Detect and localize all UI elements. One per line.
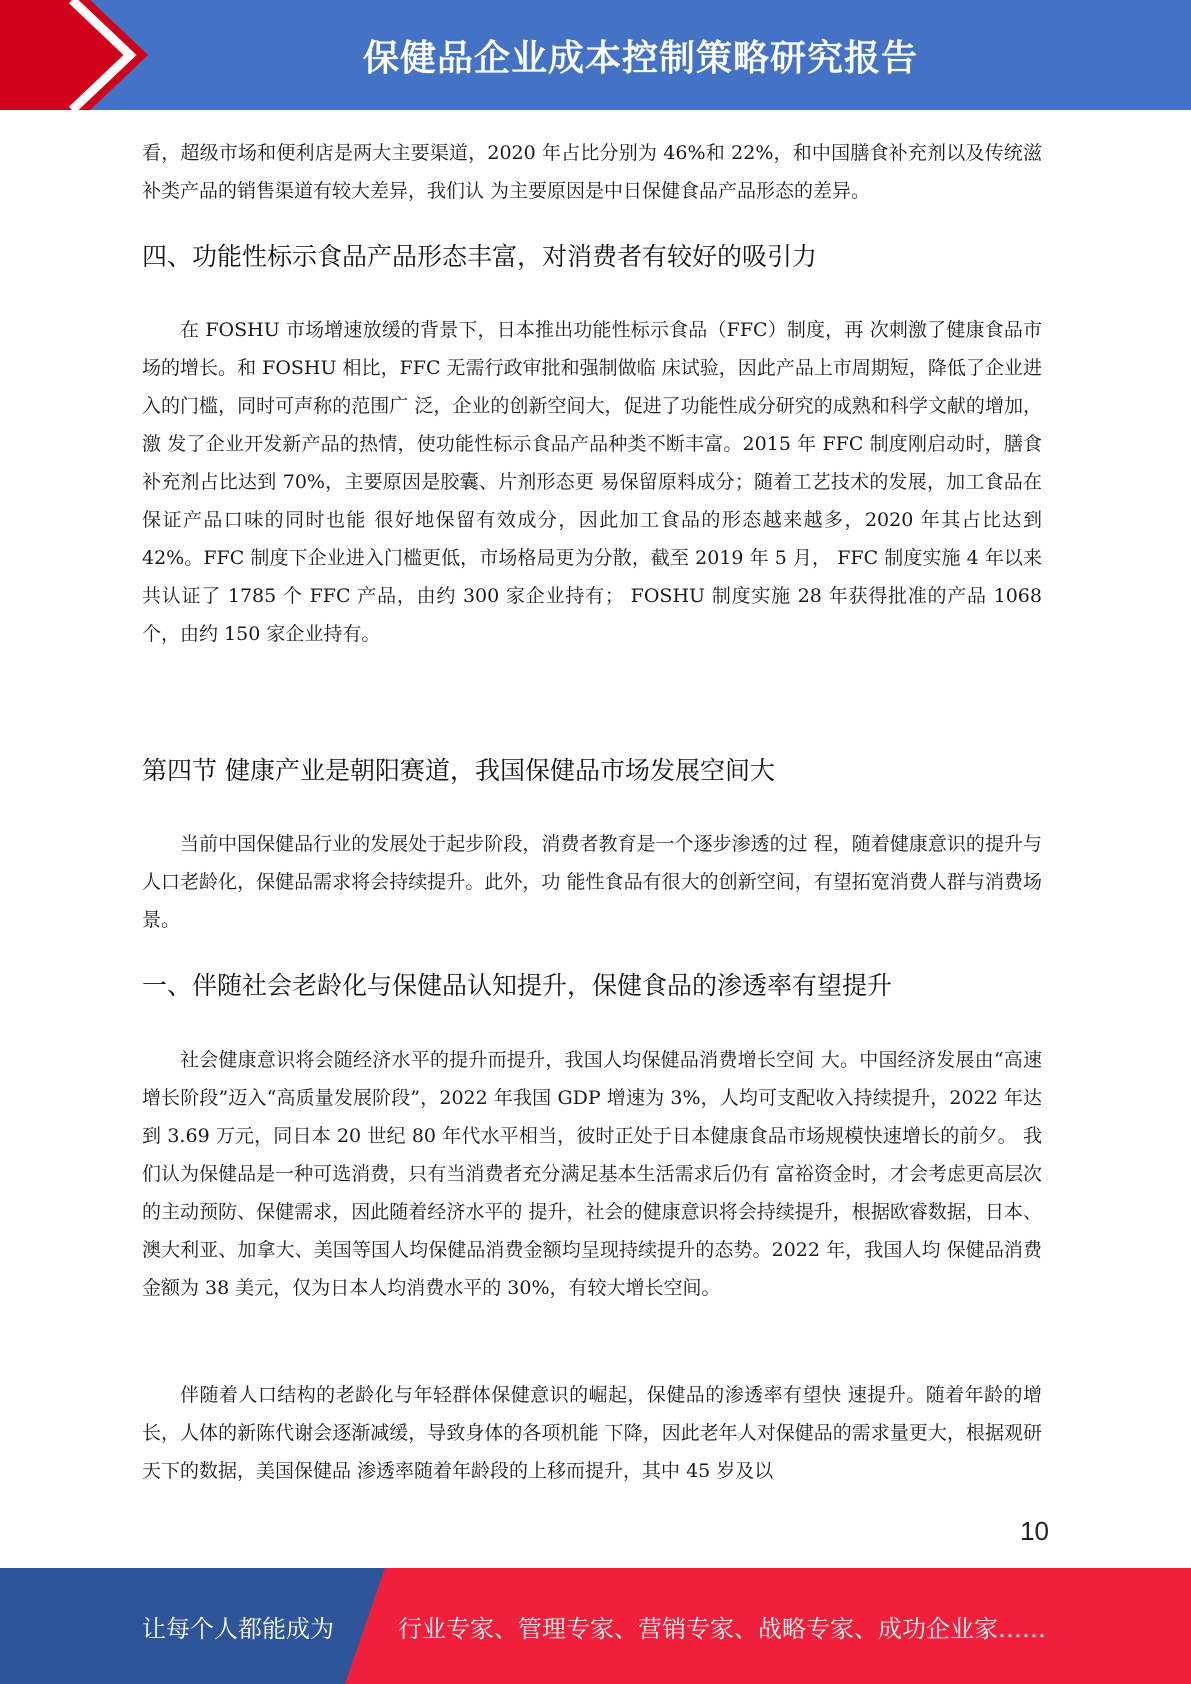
paragraph-section-intro: 当前中国保健品行业的发展处于起步阶段，消费者教育是一个逐步渗透的过 程，随着健康意识的提升与人口老龄化，保健品需求将会持续提升。此外，功 能性食品有很大的创新空间，有望拓宽消费人群与消费场景。 — [142, 833, 1042, 931]
footer-slogan-left: 让每个人都能成为 — [142, 1614, 334, 1643]
chapter-section-title: 第四节 健康产业是朝阳赛道，我国保健品市场发展空间大 — [142, 756, 775, 785]
header-banner — [0, 0, 1191, 110]
awareness-block — [142, 1041, 1042, 1307]
paragraph-awareness: 社会健康意识将会随经济水平的提升而提升，我国人均保健品消费增长空间 大。中国经济发展由“高速增长阶段”迈入“高质量发展阶段”，2022 年我国 GDP 增速为 3%，人均可支配收入持续提升，2022 年达到 3.69 万元，同日本 20 世纪 80 年代水平相当，彼时正处于日本健康食品市场规模快速增长的前夕。 我们认为保健品是一种可选消费，只有当消费者充分满足基本生活需求后仍有 富裕资金时，才会考虑更高层次的主动预防、保健需求，因此随着经济水平的 提升，社会的健康意识将会持续提升，根据欧睿数据，日本、澳大利亚、加拿大、美国等国人均保健品消费金额均呈现持续提升的态势。2022 年，我国人均 保健品消费金额为 38 美元，仅为日本人均消费水平的 30%，有较大增长空间。 — [142, 1049, 1043, 1299]
paragraph-intro: 看，超级市场和便利店是两大主要渠道，2020 年占比分别为 46%和 22%，和中国膳食补充剂以及传统滋补类产品的销售渠道有较大差异，我们认 为主要原因是中日保健食品产品形态的差异。 — [142, 142, 1042, 202]
header-red-arrow — [0, 0, 150, 110]
paragraph-aging: 伴随着人口结构的老龄化与年轻群体保健意识的崛起，保健品的渗透率有望快 速提升。随着年龄的增长，人体的新陈代谢会逐渐减缓，导致身体的各项机能 下降，因此老年人对保健品的需求量更大，根据观研天下的数据，美国保健品 渗透率随着年龄段的上移而提升，其中 45 岁及以 — [142, 1384, 1042, 1482]
ffc-block — [142, 311, 1042, 653]
report-title: 保健品企业成本控制策略研究报告 — [362, 37, 918, 79]
heading-block-4 — [142, 239, 1042, 275]
footer-banner — [0, 1568, 1191, 1684]
page-number: 10 — [1020, 1516, 1049, 1546]
heading-block-1 — [142, 968, 1042, 1004]
aging-block — [142, 1376, 1042, 1490]
footer-slogan-right: 行业专家、管理专家、营销专家、战略专家、成功企业家…… — [398, 1614, 1046, 1643]
section-title-block — [142, 753, 1042, 789]
section-intro-block — [142, 825, 1042, 939]
intro-block — [142, 134, 1042, 210]
paragraph-ffc: 在 FOSHU 市场增速放缓的背景下，日本推出功能性标示食品（FFC）制度，再 次刺激了健康食品市场的增长。和 FOSHU 相比，FFC 无需行政审批和强制做临 床试验，因此产品上市周期短，降低了企业进入的门槛，同时可声称的范围广 泛，企业的创新空间大，促进了功能性成分研究的成熟和科学文献的增加，激 发了企业开发新产品的热情，使功能性标示食品产品种类不断丰富。2015 年 FFC 制度刚启动时，膳食补充剂占比达到 70%，主要原因是胶囊、片剂形态更 易保留原料成分；随着工艺技术的发展，加工食品在保证产品口味的同时也能 很好地保留有效成分，因此加工食品的形态越来越多，2020 年其占比达到 42%。FFC 制度下企业进入门槛更低，市场格局更为分散，截至 2019 年 5 月， FFC 制度实施 4 年以来共认证了 1785 个 FFC 产品，由约 300 家企业持有； FOSHU 制度实施 28 年获得批准的产品 1068 个，由约 150 家企业持有。 — [142, 319, 1042, 645]
section-heading-ffc: 四、功能性标示食品产品形态丰富，对消费者有较好的吸引力 — [142, 242, 818, 271]
section-heading-aging: 一、伴随社会老龄化与保健品认知提升，保健食品的渗透率有望提升 — [142, 971, 893, 1000]
